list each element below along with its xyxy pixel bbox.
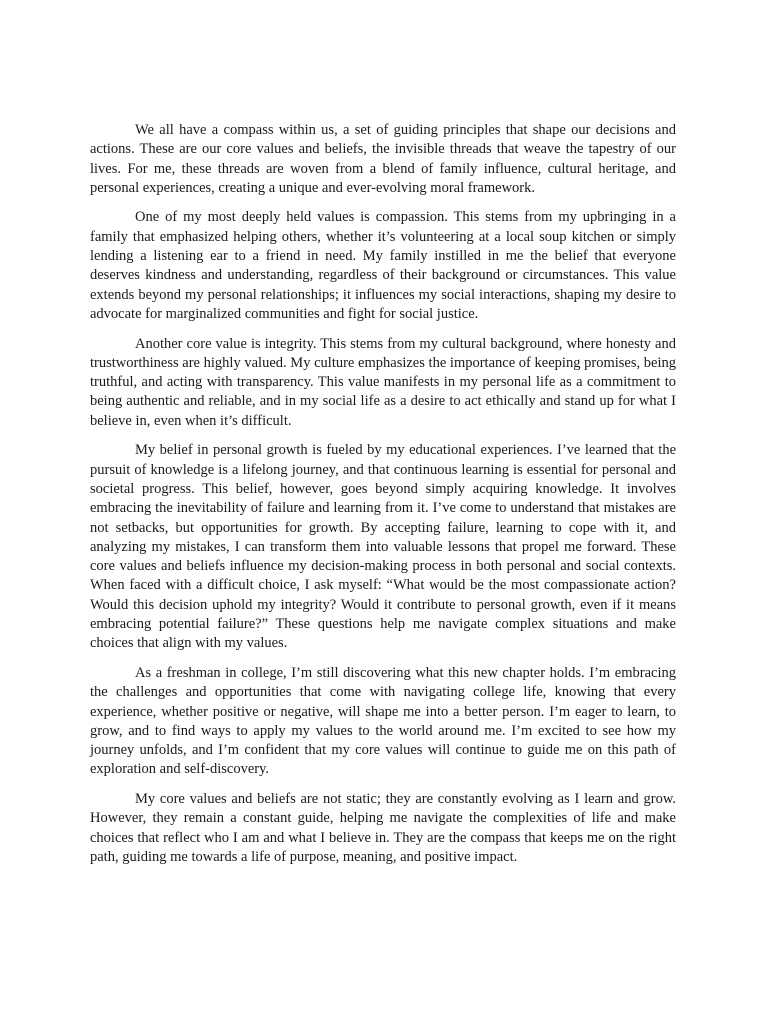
paragraph-1: We all have a compass within us, a set of guiding principles that shape our decisions and actions. These are our core values and beliefs, the invisible threads that weave the tapestry of our lives. For me, these threads are woven from a blend of family influence, cultural heritage, and personal experiences, creating a unique and ever-evolving moral framework. [90, 122, 676, 196]
paragraph-2: One of my most deeply held values is compassion. This stems from my upbringing in a family that emphasized helping others, whether it’s volunteering at a local soup kitchen or simply lending a listening ear to a friend in need. My family instilled in me the belief that everyone deserves kindness and understanding, regardless of their background or circumstances. This value extends beyond my personal relationships; it influences my social interactions, shaping my desire to advocate for marginalized communities and fight for social justice. [90, 209, 676, 322]
paragraph-3: Another core value is integrity. This stems from my cultural background, where honesty and trustworthiness are highly valued. My culture emphasizes the importance of keeping promises, being truthful, and acting with transparency. This value manifests in my personal life as a commitment to being authentic and reliable, and in my social life as a desire to act ethically and stand up for what I believe in, even when it’s difficult. [90, 335, 676, 429]
document-page [90, 121, 676, 877]
paragraph-6: My core values and beliefs are not static; they are constantly evolving as I learn and grow. However, they remain a constant guide, helping me navigate the complexities of life and make choices that reflect who I am and what I believe in. They are the compass that keeps me on the right path, guiding me towards a life of purpose, meaning, and positive impact. [90, 790, 676, 865]
paragraph-5: As a freshman in college, I’m still discovering what this new chapter holds. I’m embracing the challenges and opportunities that come with navigating college life, knowing that every experience, whether positive or negative, will shape me into a better person. I’m eager to learn, to grow, and to find ways to apply my values to the world around me. I’m excited to see how my journey unfolds, and I’m confident that my core values will continue to guide me on this path of exploration and self-discovery. [90, 664, 676, 778]
paragraph-4: My belief in personal growth is fueled by my educational experiences. I’ve learned that the pursuit of knowledge is a lifelong journey, and that continuous learning is essential for personal and societal progress. This belief, however, goes beyond simply acquiring knowledge. It involves embracing the inevitability of failure and learning from it. I’ve come to understand that mistakes are not setbacks, but opportunities for growth. By accepting failure, learning to cope with it, and analyzing my mistakes, I can transform them into valuable lessons that propel me forward. These core values and beliefs influence my decision-making process in both personal and social contexts. When faced with a difficult choice, I ask myself: “What would be the most compassionate action? Would this decision uphold my integrity? Would it contribute to personal growth, even if it means embracing potential failure?” These questions help me navigate complex situations and make choices that align with my values. [90, 442, 676, 652]
